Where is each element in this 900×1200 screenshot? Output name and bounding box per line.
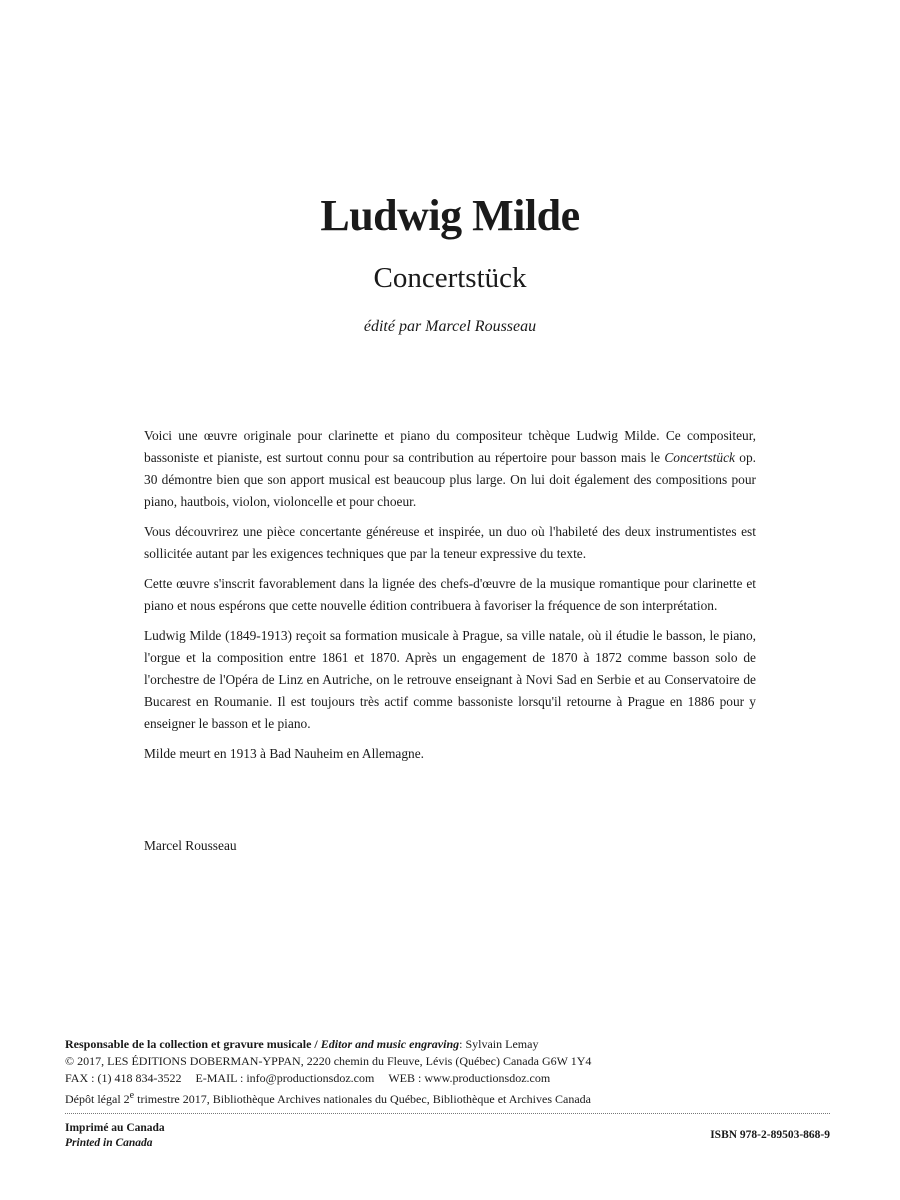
isbn: ISBN 978-2-89503-868-9 bbox=[710, 1129, 830, 1141]
footer-divider bbox=[65, 1113, 830, 1114]
email-address: E-MAIL : info@productionsdoz.com bbox=[195, 1071, 375, 1085]
credits-responsible: Responsable de la collection et gravure musicale / Editor and music engraving: Sylvain Lemay bbox=[65, 1037, 539, 1051]
printed-in bbox=[65, 1121, 165, 1151]
fax-number: FAX : (1) 418 834-3522 bbox=[65, 1071, 182, 1085]
paragraph-5: Milde meurt en 1913 à Bad Nauheim en Allemagne. bbox=[144, 746, 425, 761]
work-title: Concertstück bbox=[373, 262, 527, 294]
paragraph-3: Cette œuvre s'inscrit favorablement dans la lignée des chefs-d'œuvre de la musique romantique pour clarinette et piano et nous espérons que cette nouvelle édition contribuera à favoriser la fréquence de son interprétation. bbox=[144, 576, 756, 613]
signature: Marcel Rousseau bbox=[144, 838, 237, 853]
composer-title: Ludwig Milde bbox=[320, 191, 580, 240]
editor-line: édité par Marcel Rousseau bbox=[363, 318, 537, 335]
website: WEB : www.productionsdoz.com bbox=[388, 1071, 551, 1085]
paragraph-1: Voici une œuvre originale pour clarinette et piano du compositeur tchèque Ludwig Milde. Ce compositeur, bassoniste et pianiste, est surtout connu pour sa contribution au répertoire pour basson mais le Concertstück op. 30 démontre bien que son apport musical est beaucoup plus large. On lui doit également des compositions pour piano, hautbois, violon, violoncelle et pour choeur. bbox=[144, 428, 756, 509]
credits-legal: Dépôt légal 2e trimestre 2017, Bibliothèque Archives nationales du Québec, Bibliothèque et Archives Canada bbox=[65, 1090, 591, 1106]
credits-contact bbox=[65, 1070, 835, 1087]
credits-copyright: © 2017, LES ÉDITIONS DOBERMAN-YPPAN, 2220 chemin du Fleuve, Lévis (Québec) Canada G6W 1Y4 bbox=[65, 1054, 592, 1068]
printed-fr: Imprimé au Canada bbox=[65, 1122, 165, 1134]
work-title-inline: Concertstück bbox=[664, 450, 735, 465]
paragraph-4: Ludwig Milde (1849-1913) reçoit sa formation musicale à Prague, sa ville natale, où il étudie le basson, le piano, l'orgue et la composition entre 1861 et 1870. Après un engagement de 1870 à 1872 comme basson solo de l'orchestre de l'Opéra de Linz en Autriche, on le retrouve enseignant à Novi Sad en Serbie et au Conservatoire de Bucarest en Roumanie. Il est toujours très actif comme bassoniste lorsqu'il retourne à Prague en 1886 pour y enseigner le basson et le piano. bbox=[144, 628, 756, 731]
publisher-credits bbox=[65, 1036, 835, 1108]
preface-text bbox=[144, 425, 756, 773]
paragraph-2: Vous découvrirez une pièce concertante généreuse et inspirée, un duo où l'habileté des deux instrumentistes est sollicitée autant par les exigences techniques que par la teneur expressive du texte. bbox=[144, 524, 756, 561]
printed-en: Printed in Canada bbox=[65, 1137, 153, 1149]
